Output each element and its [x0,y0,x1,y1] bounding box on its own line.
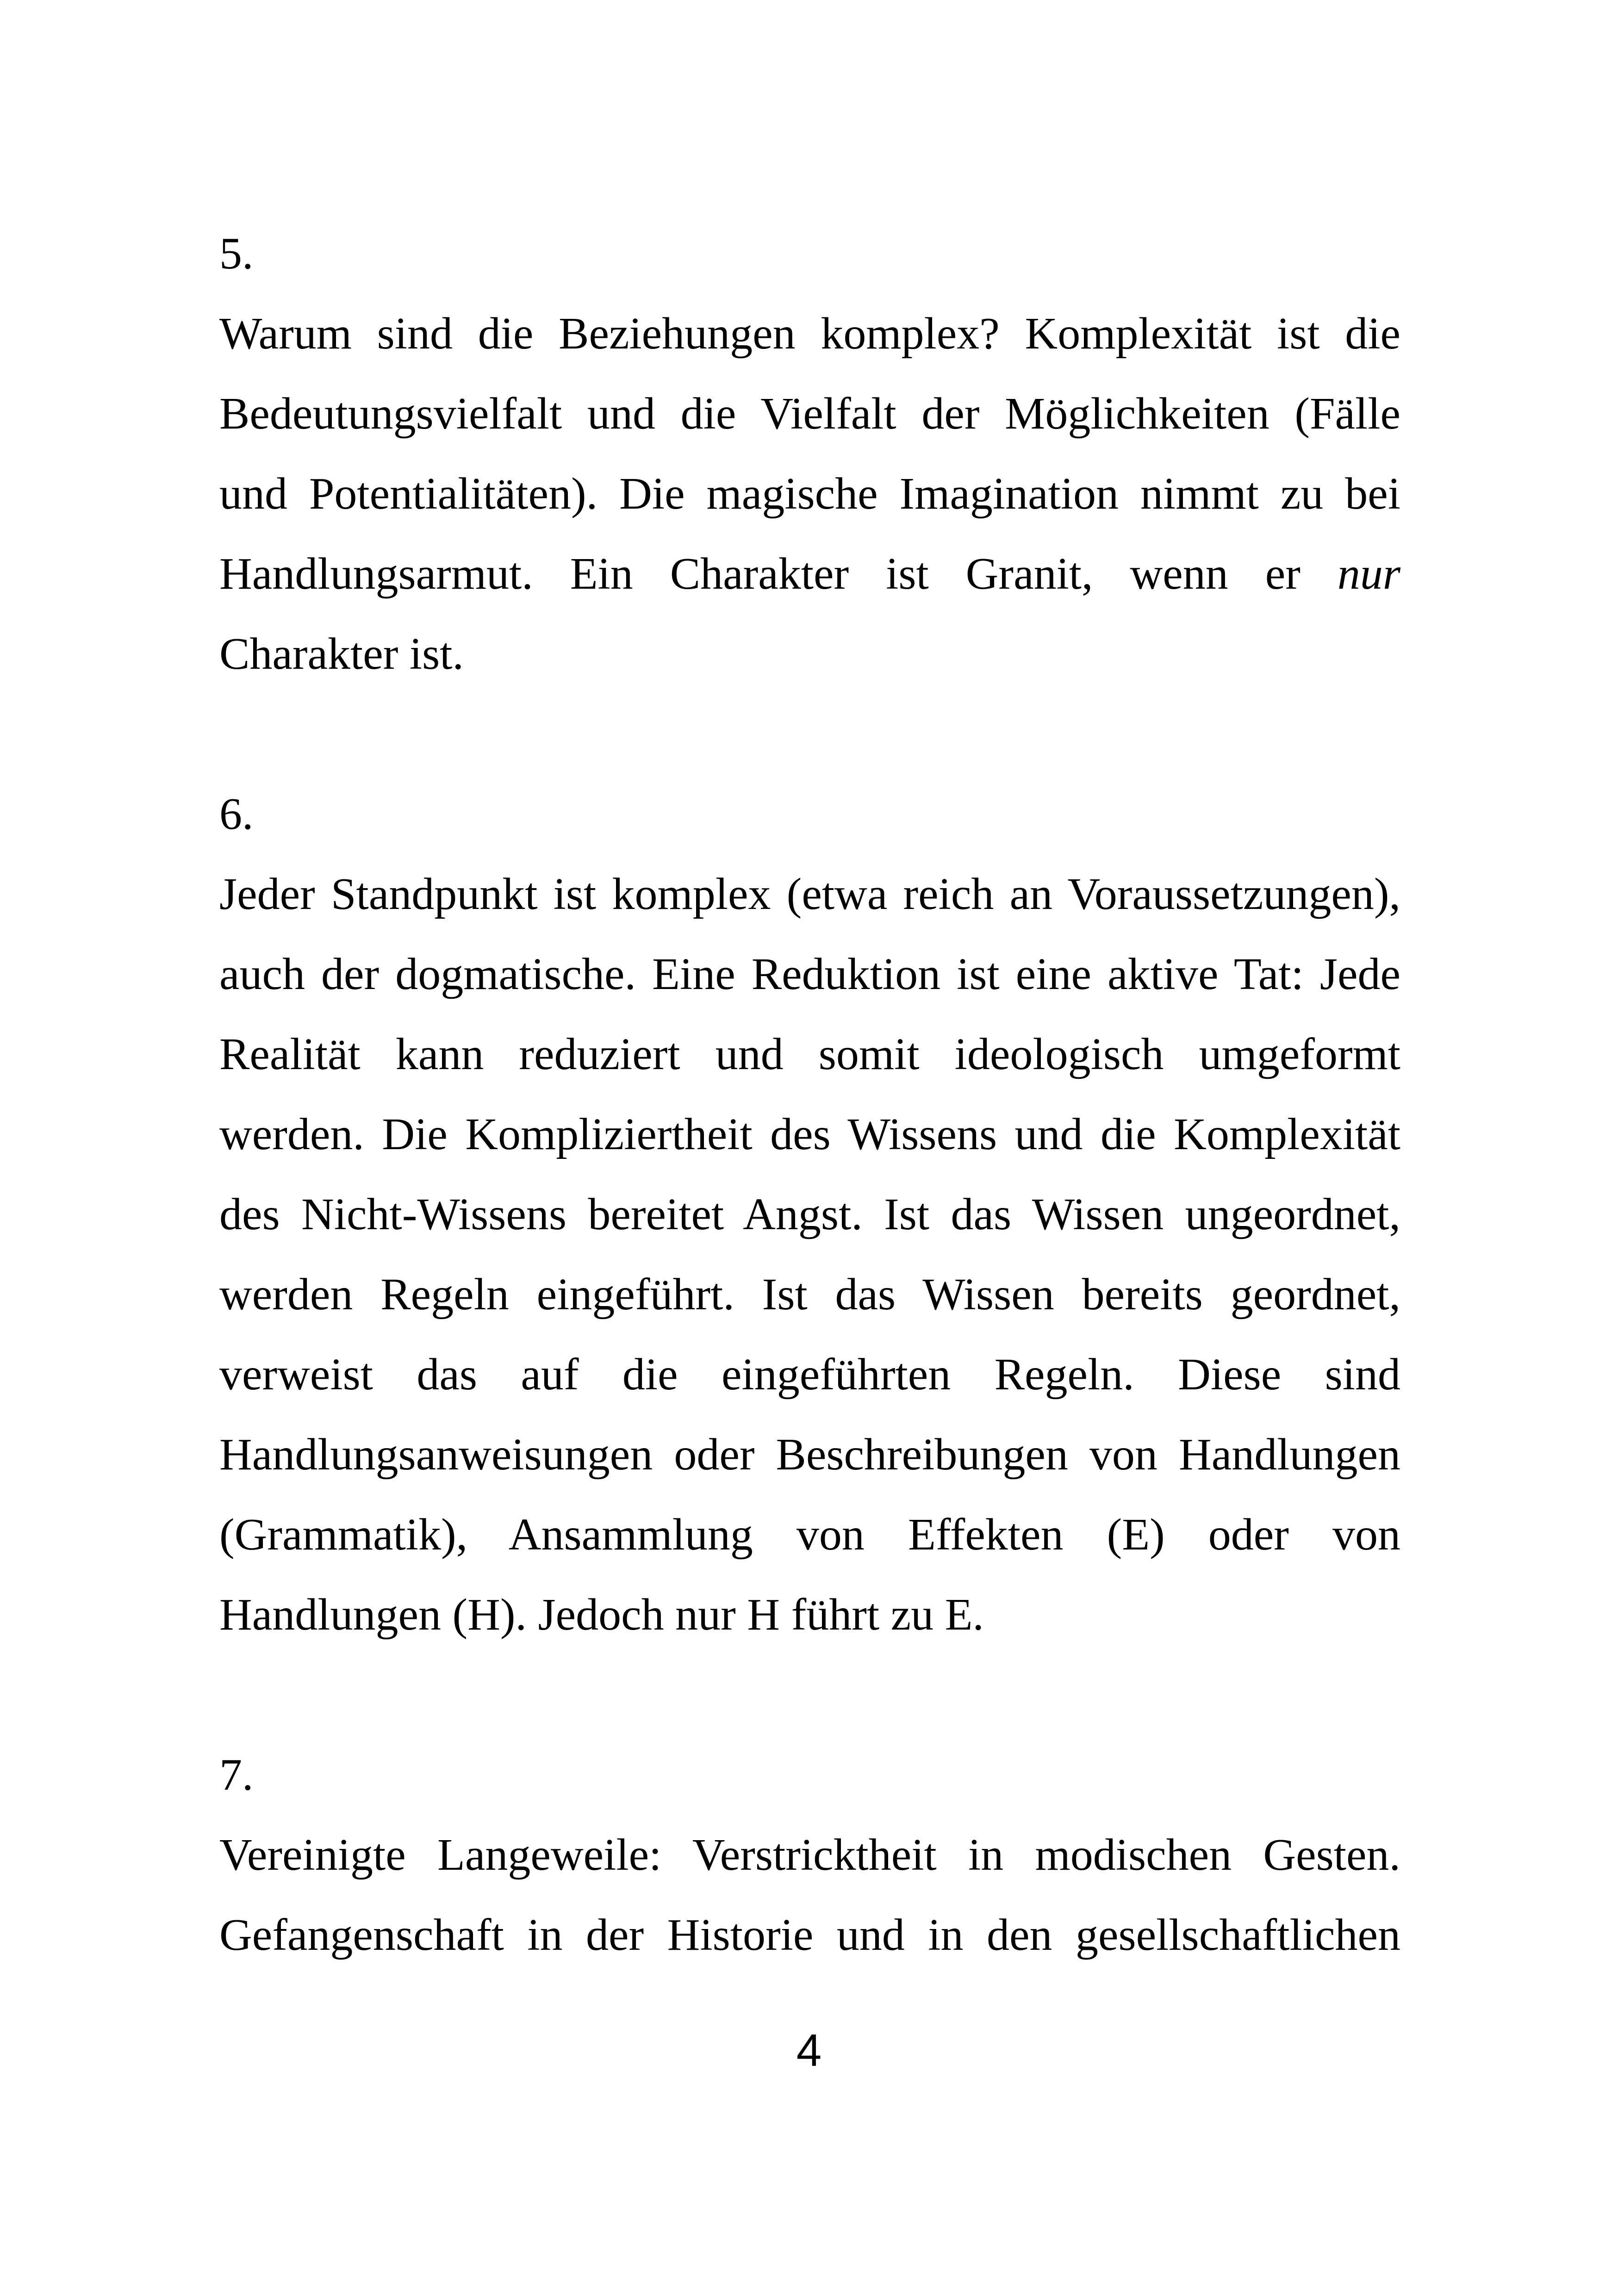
text-line: Handlungsanweisungen oder Beschreibungen von Handlungen [219,1430,1400,1480]
text-line: Bedeutungsvielfalt und die Vielfalt der Möglichkeiten (Fälle [219,389,1400,439]
text-line: Jeder Standpunkt ist komplex (etwa reich an Voraussetzungen), [219,869,1400,919]
emphasis-text: nur [1337,549,1400,599]
text-line: Charakter ist. [219,629,464,679]
body-text [219,214,1400,1975]
text-line: Realität kann reduziert und somit ideologisch umgeformt [219,1029,1400,1079]
section-number: 7. [219,1750,254,1800]
text-line: verweist das auf die eingeführten Regeln. Diese sind [219,1350,1400,1400]
text-line-with-emphasis [219,534,1400,614]
paragraph-6 [219,854,1400,1655]
section-number: 6. [219,789,254,839]
text-line: Gefangenschaft in der Historie und in den gesellschaftlichen [219,1910,1400,1960]
text-line: (Grammatik), Ansammlung von Effekten (E) oder von [219,1510,1400,1560]
text-line: werden. Die Kompliziertheit des Wissens und die Komplexität [219,1109,1400,1159]
text-run: Handlungsarmut. Ein Charakter ist Granit, wenn er [219,549,1338,599]
text-line: werden Regeln eingeführt. Ist das Wissen bereits geordnet, [219,1269,1400,1319]
text-line: auch der dogmatische. Eine Reduktion ist eine aktive Tat: Jede [219,949,1400,999]
text-line: Vereinigte Langeweile: Verstricktheit in modischen Gesten. [219,1830,1400,1880]
text-line: Warum sind die Beziehungen komplex? Komplexität ist die [219,309,1400,359]
paragraph-5 [219,294,1400,694]
text-line: und Potentialitäten). Die magische Imagination nimmt zu bei [219,469,1400,519]
section-number: 5. [219,229,254,279]
text-line: des Nicht-Wissens bereitet Angst. Ist das Wissen ungeordnet, [219,1189,1400,1239]
paragraph-7 [219,1815,1400,1975]
page-number: 4 [796,2025,822,2076]
text-line: Handlungen (H). Jedoch nur H führt zu E. [219,1590,984,1640]
